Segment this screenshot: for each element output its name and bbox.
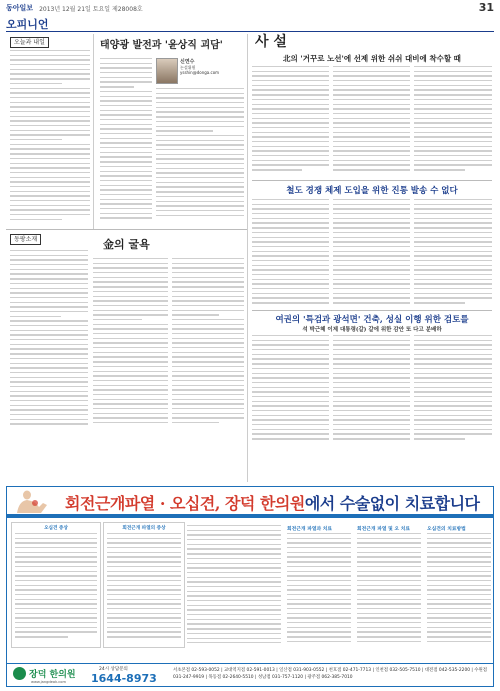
editorial-body-text <box>252 199 329 307</box>
ad-headline-end: 에서 수술없이 치료합니다 <box>304 494 480 513</box>
ad-body-text <box>427 533 491 643</box>
section-divider <box>6 229 247 230</box>
shoulder-figure-icon <box>13 489 59 513</box>
editorial-body-text <box>333 335 410 445</box>
editorial-label: 사 설 <box>255 34 287 50</box>
ad-headline <box>65 491 480 514</box>
ad-box-text <box>15 533 97 643</box>
column-headline: 태양광 발전과 '윤상직 괴담' <box>100 40 223 51</box>
author-email: ysshin@donga.com <box>180 70 220 75</box>
editorial-subhead: 여권의 '특검과 광석면' 건축, 성실 이행 위한 검토를 <box>275 315 469 325</box>
ad-section-title: 회전근개 파열 및 오 치료 <box>357 527 411 532</box>
column-body-text <box>10 50 90 225</box>
clinic-logo-icon <box>13 667 26 680</box>
page-number: 31 <box>478 1 494 14</box>
top-rule <box>6 31 494 32</box>
ad-info-box <box>11 522 101 648</box>
editorial-body-text <box>252 66 329 176</box>
advertisement <box>6 486 494 687</box>
editorial-body-text <box>252 335 329 445</box>
editorial-body-text <box>414 335 492 445</box>
issue-date: 2013년 12월 21일 토요일 제28008호 <box>39 5 143 13</box>
author-photo <box>156 58 178 84</box>
ad-body-text <box>187 525 281 643</box>
ad-box-title: 오십견 증상 <box>44 526 68 531</box>
editorial-body-text <box>414 199 492 307</box>
column-divider <box>93 34 94 229</box>
author-byline <box>180 60 219 75</box>
editorial-subhead-line: 석 박근혜 이제 대통령(갈) 갈에 위한 감안 또 다고 분배하 <box>302 327 442 333</box>
paper-name: 동아일보 <box>6 3 34 12</box>
ad-body-text <box>287 533 351 643</box>
ad-section-title: 회전근개 파열과 치료 <box>287 527 333 532</box>
masthead <box>6 3 494 13</box>
phone-number: 1644-8973 <box>91 672 157 685</box>
column-body-text <box>100 58 152 223</box>
column-label: 동팡소재 <box>10 234 41 245</box>
poem-title: 金의 굴욕 <box>103 238 150 251</box>
section-divider <box>252 310 492 311</box>
clinic-url[interactable]: www.jangdeok.com <box>31 680 66 684</box>
phone-label: 24시 상담문의 <box>99 667 128 672</box>
author-name: 신연수 <box>180 59 195 65</box>
clinic-logo <box>13 667 76 680</box>
editorial-title: 北의 '거꾸로 노선'에 선제 위한 쉬쉬 대비에 착수할 때 <box>283 54 461 63</box>
ad-footer <box>7 663 493 686</box>
clinic-name: 장덕 한의원 <box>29 670 76 680</box>
author-role: 논설위원 <box>180 65 196 70</box>
column-divider <box>247 34 248 482</box>
ad-info-box <box>103 522 185 648</box>
section-divider <box>252 180 492 181</box>
ad-section-title: 오십견의 치료방법 <box>427 527 466 532</box>
editorial-subhead: 철도 경쟁 체제 도입을 위한 진통 발송 수 없다 <box>286 186 458 196</box>
column-body-text <box>156 88 244 223</box>
poem-body-text <box>172 258 244 433</box>
ad-headline-red: 회전근개파열 <box>65 494 155 513</box>
poem-body-text <box>10 250 88 430</box>
poem-body-text <box>93 258 168 433</box>
editorial-body-text <box>333 199 410 307</box>
branch-list: 서초본점 02-593-0052 | 교대역지점 02-591-0013 | 일산점 031-903-0552 | 천호점 02-471-7713 | 인천점 032-505-7510 | 대전점 042-535-2200 | 수원점 031-247-9919 | 목동점 02-2640-5510 | 성남점 031-757-1120 | 광주점 062-385-7010 <box>173 668 488 680</box>
ad-stripe <box>7 514 493 518</box>
ad-box-title: 회전근개 파열의 증상 <box>122 526 166 531</box>
ad-box-text <box>107 533 181 643</box>
editorial-body-text <box>414 66 492 176</box>
ad-headline-sep: · <box>154 494 170 513</box>
editorial-body-text <box>333 66 410 176</box>
column-label: 오늘과 내일 <box>10 37 49 48</box>
section-title: 오피니언 <box>6 18 49 31</box>
ad-body-text <box>357 533 421 643</box>
ad-headline-mid: 오십견, 장덕 한의원 <box>169 494 305 513</box>
